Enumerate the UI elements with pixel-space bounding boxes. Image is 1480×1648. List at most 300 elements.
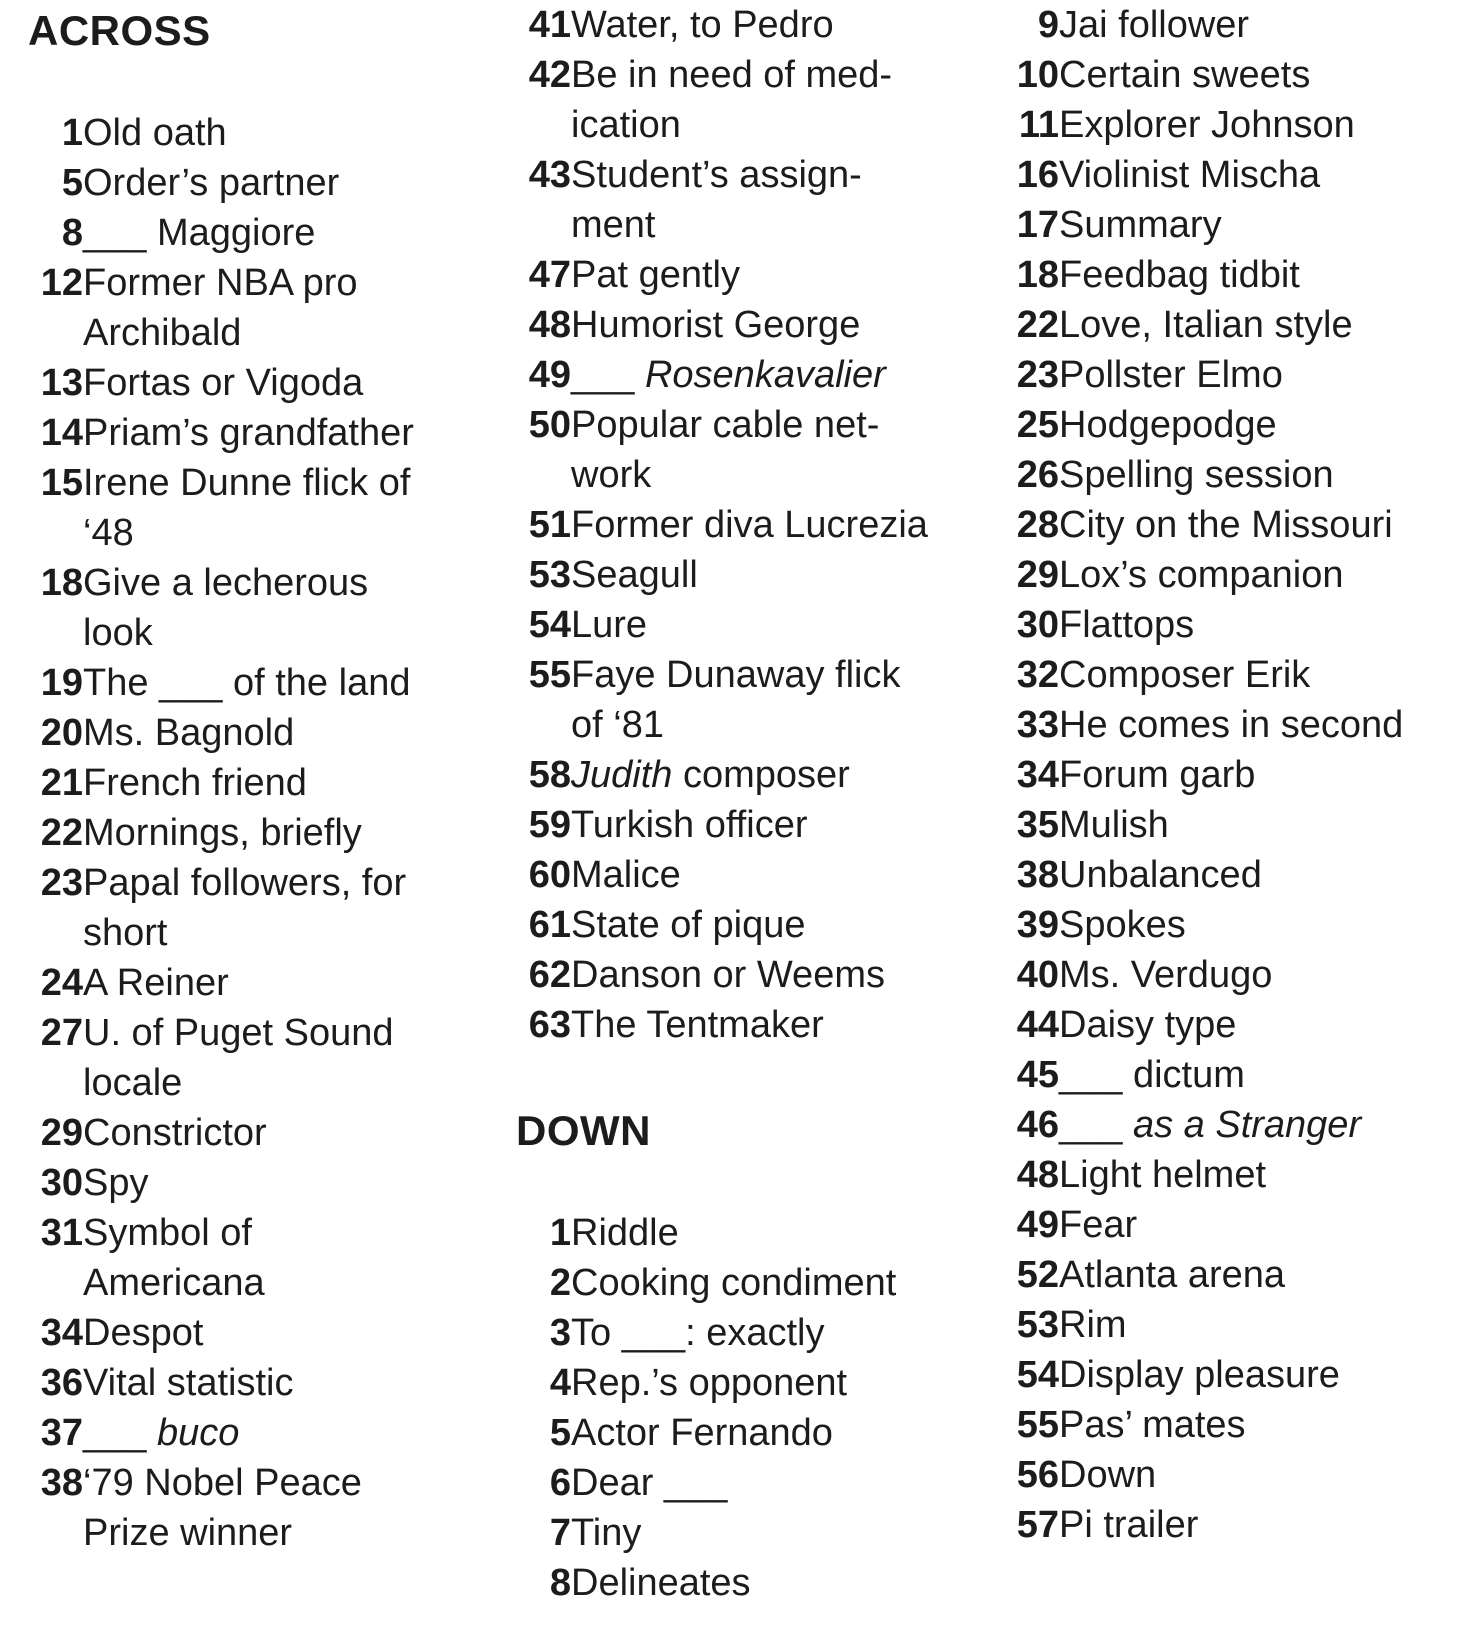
clue-number: 8 (549, 1562, 571, 1604)
across-clue-21 (28, 758, 498, 808)
clue-text (83, 1108, 498, 1158)
clue-text-line: Give a lecherous (83, 562, 369, 604)
clue-text (83, 858, 498, 958)
column-3 (1004, 0, 1474, 1550)
across-clue-38 (28, 1458, 498, 1558)
clue-text-line: Rep.’s opponent (571, 1362, 848, 1404)
clue-text-line: Danson or Weems (571, 954, 885, 996)
clue-text-line: Judith composer (571, 754, 850, 796)
clue-number: 17 (1016, 204, 1059, 246)
clue-text-line: ‘48 (83, 512, 134, 554)
down-clue-3 (516, 1308, 996, 1358)
clue-number: 41 (528, 4, 571, 46)
clue-number: 4 (549, 1362, 571, 1404)
section-spacer (516, 1050, 996, 1100)
down-clue-57 (1004, 1500, 1474, 1550)
clue-text (571, 1358, 996, 1408)
clue-number: 5 (549, 1412, 571, 1454)
clue-text (1059, 50, 1474, 100)
clue-text (1059, 150, 1474, 200)
down-clue-39 (1004, 900, 1474, 950)
down-clue-5 (516, 1408, 996, 1458)
clue-text-line: ___ as a Stranger (1059, 1104, 1362, 1146)
clue-text-line: Ms. Bagnold (83, 712, 295, 754)
clue-text (571, 600, 996, 650)
clue-text-line: He comes in second (1059, 704, 1404, 746)
across-clue-23 (28, 858, 498, 958)
clue-text (571, 300, 996, 350)
clue-text (571, 0, 996, 50)
across-clue-59 (516, 800, 996, 850)
clue-text (1059, 550, 1474, 600)
clue-number: 34 (40, 1312, 83, 1354)
across-clue-22 (28, 808, 498, 858)
clue-text-line: A Reiner (83, 962, 229, 1004)
clue-number: 9 (1037, 4, 1059, 46)
across-clue-12 (28, 258, 498, 358)
clue-text-line: Lure (571, 604, 648, 646)
clue-text-line: Constrictor (83, 1112, 267, 1154)
across-clue-42 (516, 50, 996, 150)
across-clue-50 (516, 400, 996, 500)
clue-text-line: Pi trailer (1059, 1504, 1199, 1546)
clue-text (1059, 250, 1474, 300)
clue-number: 11 (1018, 104, 1059, 146)
clue-number: 57 (1016, 1504, 1059, 1546)
clue-text (1059, 850, 1474, 900)
clue-text (83, 358, 498, 408)
clue-text (83, 1308, 498, 1358)
clue-text-line: Mulish (1059, 804, 1169, 846)
down-clue-6 (516, 1458, 996, 1508)
down-clue-4 (516, 1358, 996, 1408)
clue-number: 48 (1016, 1154, 1059, 1196)
clue-text-line: Be in need of med- (571, 54, 893, 96)
clue-text (571, 1000, 996, 1050)
clue-number: 61 (528, 904, 571, 946)
across-clue-36 (28, 1358, 498, 1408)
down-clue-26 (1004, 450, 1474, 500)
clue-text-line: Turkish officer (571, 804, 808, 846)
clue-number: 51 (528, 504, 571, 546)
clue-number: 39 (1016, 904, 1059, 946)
clue-number: 7 (549, 1512, 571, 1554)
clue-text (1059, 1200, 1474, 1250)
across-clue-8 (28, 208, 498, 258)
down-clue-55 (1004, 1400, 1474, 1450)
clue-number: 36 (40, 1362, 83, 1404)
clue-number: 27 (40, 1012, 83, 1054)
clue-text (83, 758, 498, 808)
clue-number: 49 (1016, 1204, 1059, 1246)
clue-text (1059, 1150, 1474, 1200)
down-clue-33 (1004, 700, 1474, 750)
clue-text-line: Delineates (571, 1562, 751, 1604)
down-clue-23 (1004, 350, 1474, 400)
clue-number: 43 (528, 154, 571, 196)
clue-number: 29 (40, 1112, 83, 1154)
down-clue-30 (1004, 600, 1474, 650)
clue-text-line: To ___: exactly (571, 1312, 825, 1354)
clue-number: 23 (40, 862, 83, 904)
clue-text-line: Americana (83, 1262, 265, 1304)
clue-number: 42 (528, 54, 571, 96)
clue-text (83, 1008, 498, 1108)
across-clue-60 (516, 850, 996, 900)
clue-number: 46 (1016, 1104, 1059, 1146)
column-2 (516, 0, 996, 1608)
clue-text-line: ___ Maggiore (83, 212, 316, 254)
clue-number: 32 (1016, 654, 1059, 696)
clue-text-line: Riddle (571, 1212, 679, 1254)
clue-number: 49 (528, 354, 571, 396)
clue-text-line: Flattops (1059, 604, 1195, 646)
across-clue-14 (28, 408, 498, 458)
clue-text (1059, 450, 1474, 500)
clue-number: 60 (528, 854, 571, 896)
clue-number: 3 (549, 1312, 571, 1354)
clue-text-line: Hodgepodge (1059, 404, 1277, 446)
clue-number: 55 (528, 654, 571, 696)
clue-text-line: Archibald (83, 312, 242, 354)
clue-number: 20 (40, 712, 83, 754)
clue-text-line: French friend (83, 762, 307, 804)
clue-text (1059, 350, 1474, 400)
clue-text-line: locale (83, 1062, 183, 1104)
down-clue-44 (1004, 1000, 1474, 1050)
down-clue-52 (1004, 1250, 1474, 1300)
down-clue-28 (1004, 500, 1474, 550)
clue-number: 34 (1016, 754, 1059, 796)
clue-text-line: Faye Dunaway flick (571, 654, 901, 696)
clue-text-line: Cooking condiment (571, 1262, 897, 1304)
clue-number: 50 (528, 404, 571, 446)
clue-text-line: Pat gently (571, 254, 740, 296)
down-clue-7 (516, 1508, 996, 1558)
clue-number: 2 (549, 1262, 571, 1304)
clue-number: 26 (1016, 454, 1059, 496)
down-clue-1 (516, 1208, 996, 1258)
clue-number: 48 (528, 304, 571, 346)
clue-text (83, 208, 498, 258)
clue-text-line: Feedbag tidbit (1059, 254, 1300, 296)
clue-text (83, 1458, 498, 1558)
clue-number: 5 (61, 162, 83, 204)
clue-text-line: Old oath (83, 112, 227, 154)
clue-text-line: Certain sweets (1059, 54, 1311, 96)
clue-text (83, 558, 498, 658)
across-clue-63 (516, 1000, 996, 1050)
clue-text (1059, 1300, 1474, 1350)
clue-text-line: Unbalanced (1059, 854, 1262, 896)
clue-number: 12 (40, 262, 83, 304)
clue-text-line: Pas’ mates (1059, 1404, 1246, 1446)
clue-number: 10 (1016, 54, 1059, 96)
clue-text (571, 900, 996, 950)
clue-text (1059, 1050, 1474, 1100)
across-clue-49 (516, 350, 996, 400)
clue-text-line: ‘79 Nobel Peace (83, 1462, 362, 1504)
clue-text-line: Mornings, briefly (83, 812, 362, 854)
clue-text-line: work (571, 454, 652, 496)
clue-text-line: Irene Dunne flick of (83, 462, 411, 504)
clue-text-line: Pollster Elmo (1059, 354, 1283, 396)
clue-text-line: Actor Fernando (571, 1412, 833, 1454)
clue-text (1059, 700, 1474, 750)
clue-text (571, 400, 996, 500)
clue-text-line: Summary (1059, 204, 1222, 246)
clue-text (83, 658, 498, 708)
clue-text-line: State of pique (571, 904, 806, 946)
across-clue-30 (28, 1158, 498, 1208)
clue-text-line: of ‘81 (571, 704, 664, 746)
clue-text (571, 850, 996, 900)
clue-number: 19 (40, 662, 83, 704)
down-clue-11 (1004, 100, 1474, 150)
across-clue-43 (516, 150, 996, 250)
across-clue-55 (516, 650, 996, 750)
clue-number: 44 (1016, 1004, 1059, 1046)
clue-text-line: Lox’s companion (1059, 554, 1344, 596)
across-clue-19 (28, 658, 498, 708)
clue-text (571, 750, 996, 800)
clue-number: 53 (1016, 1304, 1059, 1346)
clue-text-line: Tiny (571, 1512, 642, 1554)
clue-text (83, 108, 498, 158)
clue-text-line: Spelling session (1059, 454, 1334, 496)
clue-text (571, 1408, 996, 1458)
clue-text (571, 150, 996, 250)
clue-text (1059, 1350, 1474, 1400)
across-clue-18 (28, 558, 498, 658)
clue-text-line: look (83, 612, 153, 654)
clue-text (1059, 200, 1474, 250)
clue-text-line: Former NBA pro (83, 262, 358, 304)
across-clue-48 (516, 300, 996, 350)
clue-text (1059, 900, 1474, 950)
clue-number: 16 (1016, 154, 1059, 196)
clue-text-line: Dear ___ (571, 1462, 728, 1504)
clue-text-line: Former diva Lucrezia (571, 504, 928, 546)
clue-text (571, 50, 996, 150)
clue-number: 52 (1016, 1254, 1059, 1296)
clue-text-line: ___ buco (83, 1412, 240, 1454)
clue-text (83, 958, 498, 1008)
clue-text-line: Atlanta arena (1059, 1254, 1286, 1296)
down-clue-54 (1004, 1350, 1474, 1400)
clue-text (1059, 0, 1474, 50)
across-clue-62 (516, 950, 996, 1000)
clue-text (1059, 400, 1474, 450)
clue-number: 40 (1016, 954, 1059, 996)
clue-text (1059, 500, 1474, 550)
clue-text-line: Papal followers, for (83, 862, 407, 904)
clue-text (1059, 1400, 1474, 1450)
clue-number: 37 (40, 1412, 83, 1454)
clue-text (83, 808, 498, 858)
across-clue-29 (28, 1108, 498, 1158)
clue-text (571, 1258, 996, 1308)
clue-text-line: Symbol of (83, 1212, 252, 1254)
clue-text (571, 1558, 996, 1608)
clue-number: 55 (1016, 1404, 1059, 1446)
clue-text-line: Display pleasure (1059, 1354, 1340, 1396)
clue-number: 21 (40, 762, 83, 804)
clue-text-line: ___ Rosenkavalier (571, 354, 886, 396)
clue-text-line: Spokes (1059, 904, 1186, 946)
clue-text (83, 458, 498, 558)
clue-text-line: Fortas or Vigoda (83, 362, 364, 404)
clue-text-line: U. of Puget Sound (83, 1012, 394, 1054)
clue-text (571, 1508, 996, 1558)
clue-number: 8 (61, 212, 83, 254)
down-clue-18 (1004, 250, 1474, 300)
clue-number: 58 (528, 754, 571, 796)
clue-number: 56 (1016, 1454, 1059, 1496)
across-clue-53 (516, 550, 996, 600)
down-clue-48 (1004, 1150, 1474, 1200)
clue-text (571, 500, 996, 550)
clue-number: 25 (1016, 404, 1059, 446)
across-clue-51 (516, 500, 996, 550)
clue-number: 13 (40, 362, 83, 404)
down-clue-38 (1004, 850, 1474, 900)
down-clue-10 (1004, 50, 1474, 100)
clue-text (1059, 800, 1474, 850)
clue-number: 23 (1016, 354, 1059, 396)
clue-number: 15 (40, 462, 83, 504)
across-clue-58 (516, 750, 996, 800)
down-heading: DOWN (516, 1107, 651, 1154)
clue-text-line: Malice (571, 854, 681, 896)
down-clue-2 (516, 1258, 996, 1308)
across-clue-34 (28, 1308, 498, 1358)
down-clue-40 (1004, 950, 1474, 1000)
clue-text (1059, 1000, 1474, 1050)
clue-text-line: Humorist George (571, 304, 861, 346)
clue-number: 29 (1016, 554, 1059, 596)
clue-text-line: Priam’s grandfather (83, 412, 414, 454)
clue-text-line: The Tentmaker (571, 1004, 824, 1046)
clue-number: 63 (528, 1004, 571, 1046)
across-clue-24 (28, 958, 498, 1008)
clue-text-line: Order’s partner (83, 162, 340, 204)
clue-number: 38 (40, 1462, 83, 1504)
clue-text (83, 1158, 498, 1208)
clue-text (1059, 950, 1474, 1000)
across-clue-61 (516, 900, 996, 950)
clue-text-line: Popular cable net- (571, 404, 880, 446)
clue-text-line: Rim (1059, 1304, 1127, 1346)
clue-text (1059, 100, 1474, 150)
across-clue-31 (28, 1208, 498, 1308)
clue-text-line: Vital statistic (83, 1362, 294, 1404)
down-clue-17 (1004, 200, 1474, 250)
clue-text (1059, 300, 1474, 350)
across-clue-54 (516, 600, 996, 650)
across-clue-47 (516, 250, 996, 300)
clue-text (83, 708, 498, 758)
down-clue-45 (1004, 1050, 1474, 1100)
clue-text (83, 1408, 498, 1458)
clue-text-line: Love, Italian style (1059, 304, 1353, 346)
clue-text (83, 408, 498, 458)
clue-text-line: Composer Erik (1059, 654, 1311, 696)
down-clue-49 (1004, 1200, 1474, 1250)
clue-text (571, 1308, 996, 1358)
clue-text-line: ication (571, 104, 681, 146)
down-clue-9 (1004, 0, 1474, 50)
clue-number: 30 (40, 1162, 83, 1204)
clue-text-line: Daisy type (1059, 1004, 1237, 1046)
clue-text-line: Jai follower (1059, 4, 1250, 46)
down-clue-16 (1004, 150, 1474, 200)
down-clue-8 (516, 1558, 996, 1608)
clue-text (1059, 600, 1474, 650)
down-clue-22 (1004, 300, 1474, 350)
clue-number: 45 (1016, 1054, 1059, 1096)
clue-text (571, 250, 996, 300)
clue-number: 22 (1016, 304, 1059, 346)
clue-text (571, 350, 996, 400)
clue-text-line: Despot (83, 1312, 204, 1354)
clue-text-line: City on the Missouri (1059, 504, 1393, 546)
clue-text-line: Down (1059, 1454, 1157, 1496)
clue-text-line: Seagull (571, 554, 698, 596)
clue-text-line: Ms. Verdugo (1059, 954, 1273, 996)
down-clue-56 (1004, 1450, 1474, 1500)
clue-number: 1 (549, 1212, 571, 1254)
clue-text-line: Light helmet (1059, 1154, 1267, 1196)
clue-text (83, 258, 498, 358)
clue-number: 28 (1016, 504, 1059, 546)
clue-text-line: ___ dictum (1059, 1054, 1245, 1096)
down-clue-46 (1004, 1100, 1474, 1150)
down-clue-34 (1004, 750, 1474, 800)
clue-text (83, 158, 498, 208)
clue-number: 35 (1016, 804, 1059, 846)
across-clue-15 (28, 458, 498, 558)
clue-text (1059, 1450, 1474, 1500)
clue-number: 30 (1016, 604, 1059, 646)
clue-text (571, 550, 996, 600)
across-clue-37 (28, 1408, 498, 1458)
across-heading: ACROSS (28, 7, 211, 54)
clue-number: 14 (40, 412, 83, 454)
clue-text (571, 800, 996, 850)
clue-text-line: Student’s assign- (571, 154, 862, 196)
clue-number: 54 (528, 604, 571, 646)
down-clue-32 (1004, 650, 1474, 700)
clue-number: 59 (528, 804, 571, 846)
clue-number: 62 (528, 954, 571, 996)
down-clue-25 (1004, 400, 1474, 450)
clue-text-line: Fear (1059, 1204, 1138, 1246)
clue-text (571, 1458, 996, 1508)
across-clue-5 (28, 158, 498, 208)
clue-text (571, 950, 996, 1000)
across-clue-27 (28, 1008, 498, 1108)
clue-text-line: Explorer Johnson (1059, 104, 1355, 146)
down-clue-29 (1004, 550, 1474, 600)
clue-text (1059, 1250, 1474, 1300)
clue-text (571, 650, 996, 750)
clue-text-line: short (83, 912, 168, 954)
clue-number: 6 (549, 1462, 571, 1504)
clue-text (1059, 650, 1474, 700)
clue-number: 31 (40, 1212, 83, 1254)
clue-text-line: Prize winner (83, 1512, 293, 1554)
